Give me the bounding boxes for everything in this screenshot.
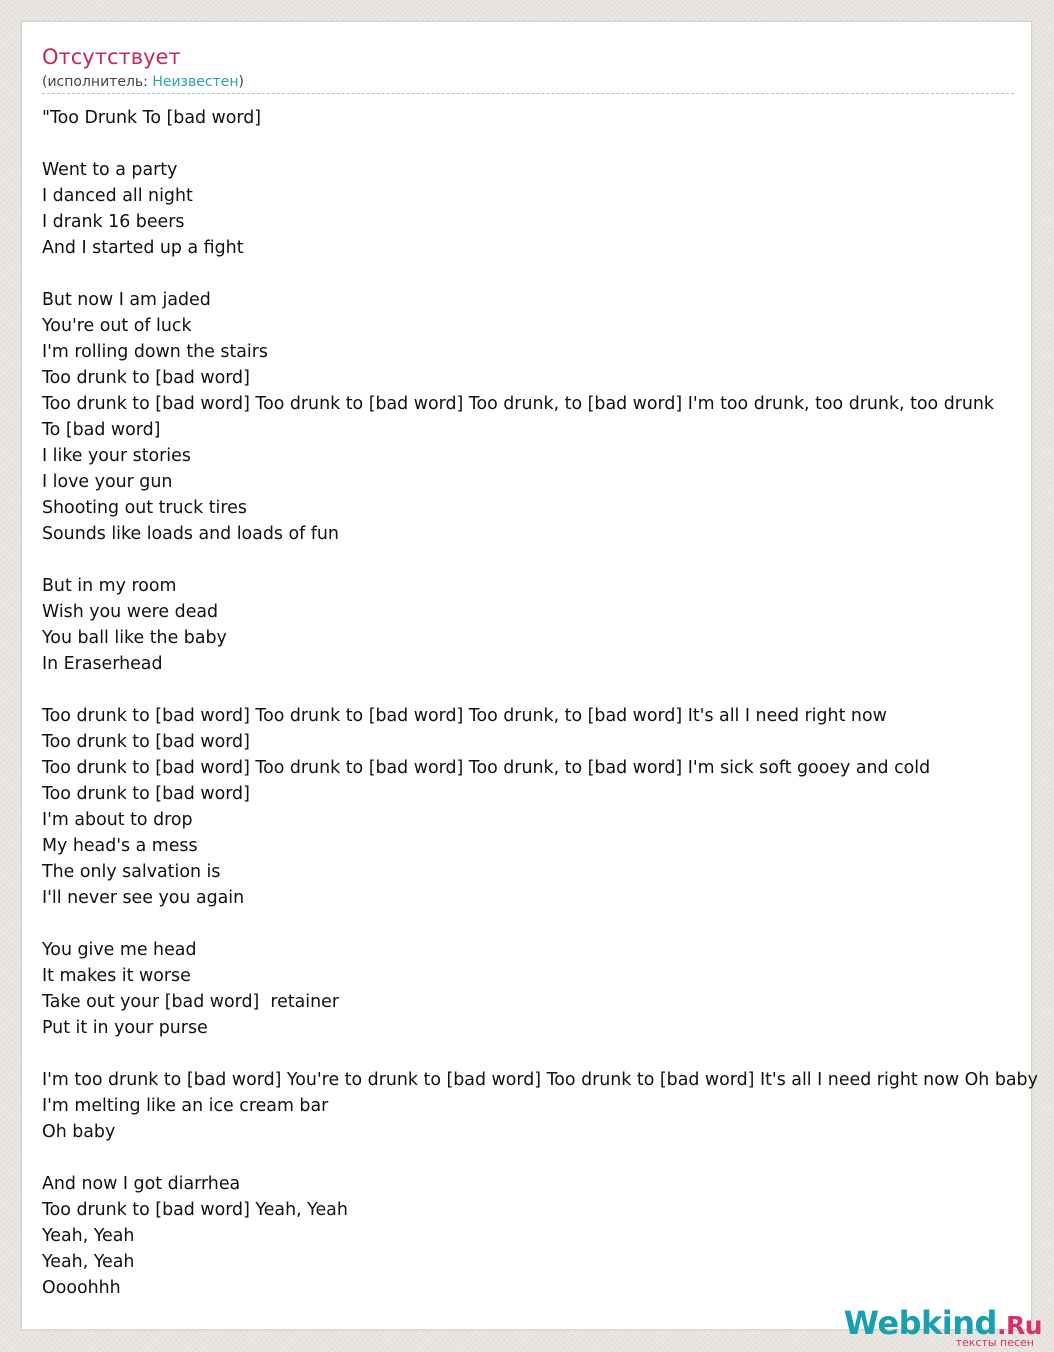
song-title: Отсутствует: [42, 45, 181, 69]
site-logo[interactable]: [843, 1304, 1048, 1351]
lyrics-card: [21, 21, 1038, 1330]
artist-suffix: ): [238, 74, 244, 90]
artist-link[interactable]: Неизвестен: [152, 74, 239, 90]
logo-name: Webkind: [843, 1304, 997, 1342]
title-divider: [42, 93, 1014, 94]
logo-tld: .Ru: [996, 1311, 1042, 1340]
artist-line: [42, 73, 244, 91]
logo-tagline: тексты песен: [955, 1336, 1034, 1349]
artist-prefix: (исполнитель:: [42, 74, 153, 90]
lyrics-text: "Too Drunk To [bad word] Went to a party I danced all night I drank 16 beers And I started up a fight But now I am jaded You're out of luck I'm rolling down the stairs Too drunk to [bad word] Too drunk to [bad word] Too drunk to [bad word] Too drunk, to [bad word] I'm too drunk, too drunk, too drunk To [bad word] I like your stories I love your gun Shooting out truck tires Sounds like loads and loads of fun But in my room Wish you were dead You ball like the baby In Eraserhead Too drunk to [bad word] Too drunk to [bad word] Too drunk, to [bad word] It's all I need right now Too drunk to [bad word] Too drunk to [bad word] Too drunk to [bad word] Too drunk, to [bad word] I'm sick soft gooey and cold Too drunk to [bad word] I'm about to drop My head's a mess The only salvation is I'll never see you again You give me head It makes it worse Take out your [bad word] retainer Put it in your purse I'm too drunk to [bad word] You're to drunk to [bad word] Too drunk to [bad word] It's all I need right now Oh baby I'm melting like an ice cream bar Oh baby And now I got diarrhea Too drunk to [bad word] Yeah, Yeah Yeah, Yeah Yeah, Yeah Oooohhh: [42, 108, 1038, 1298]
